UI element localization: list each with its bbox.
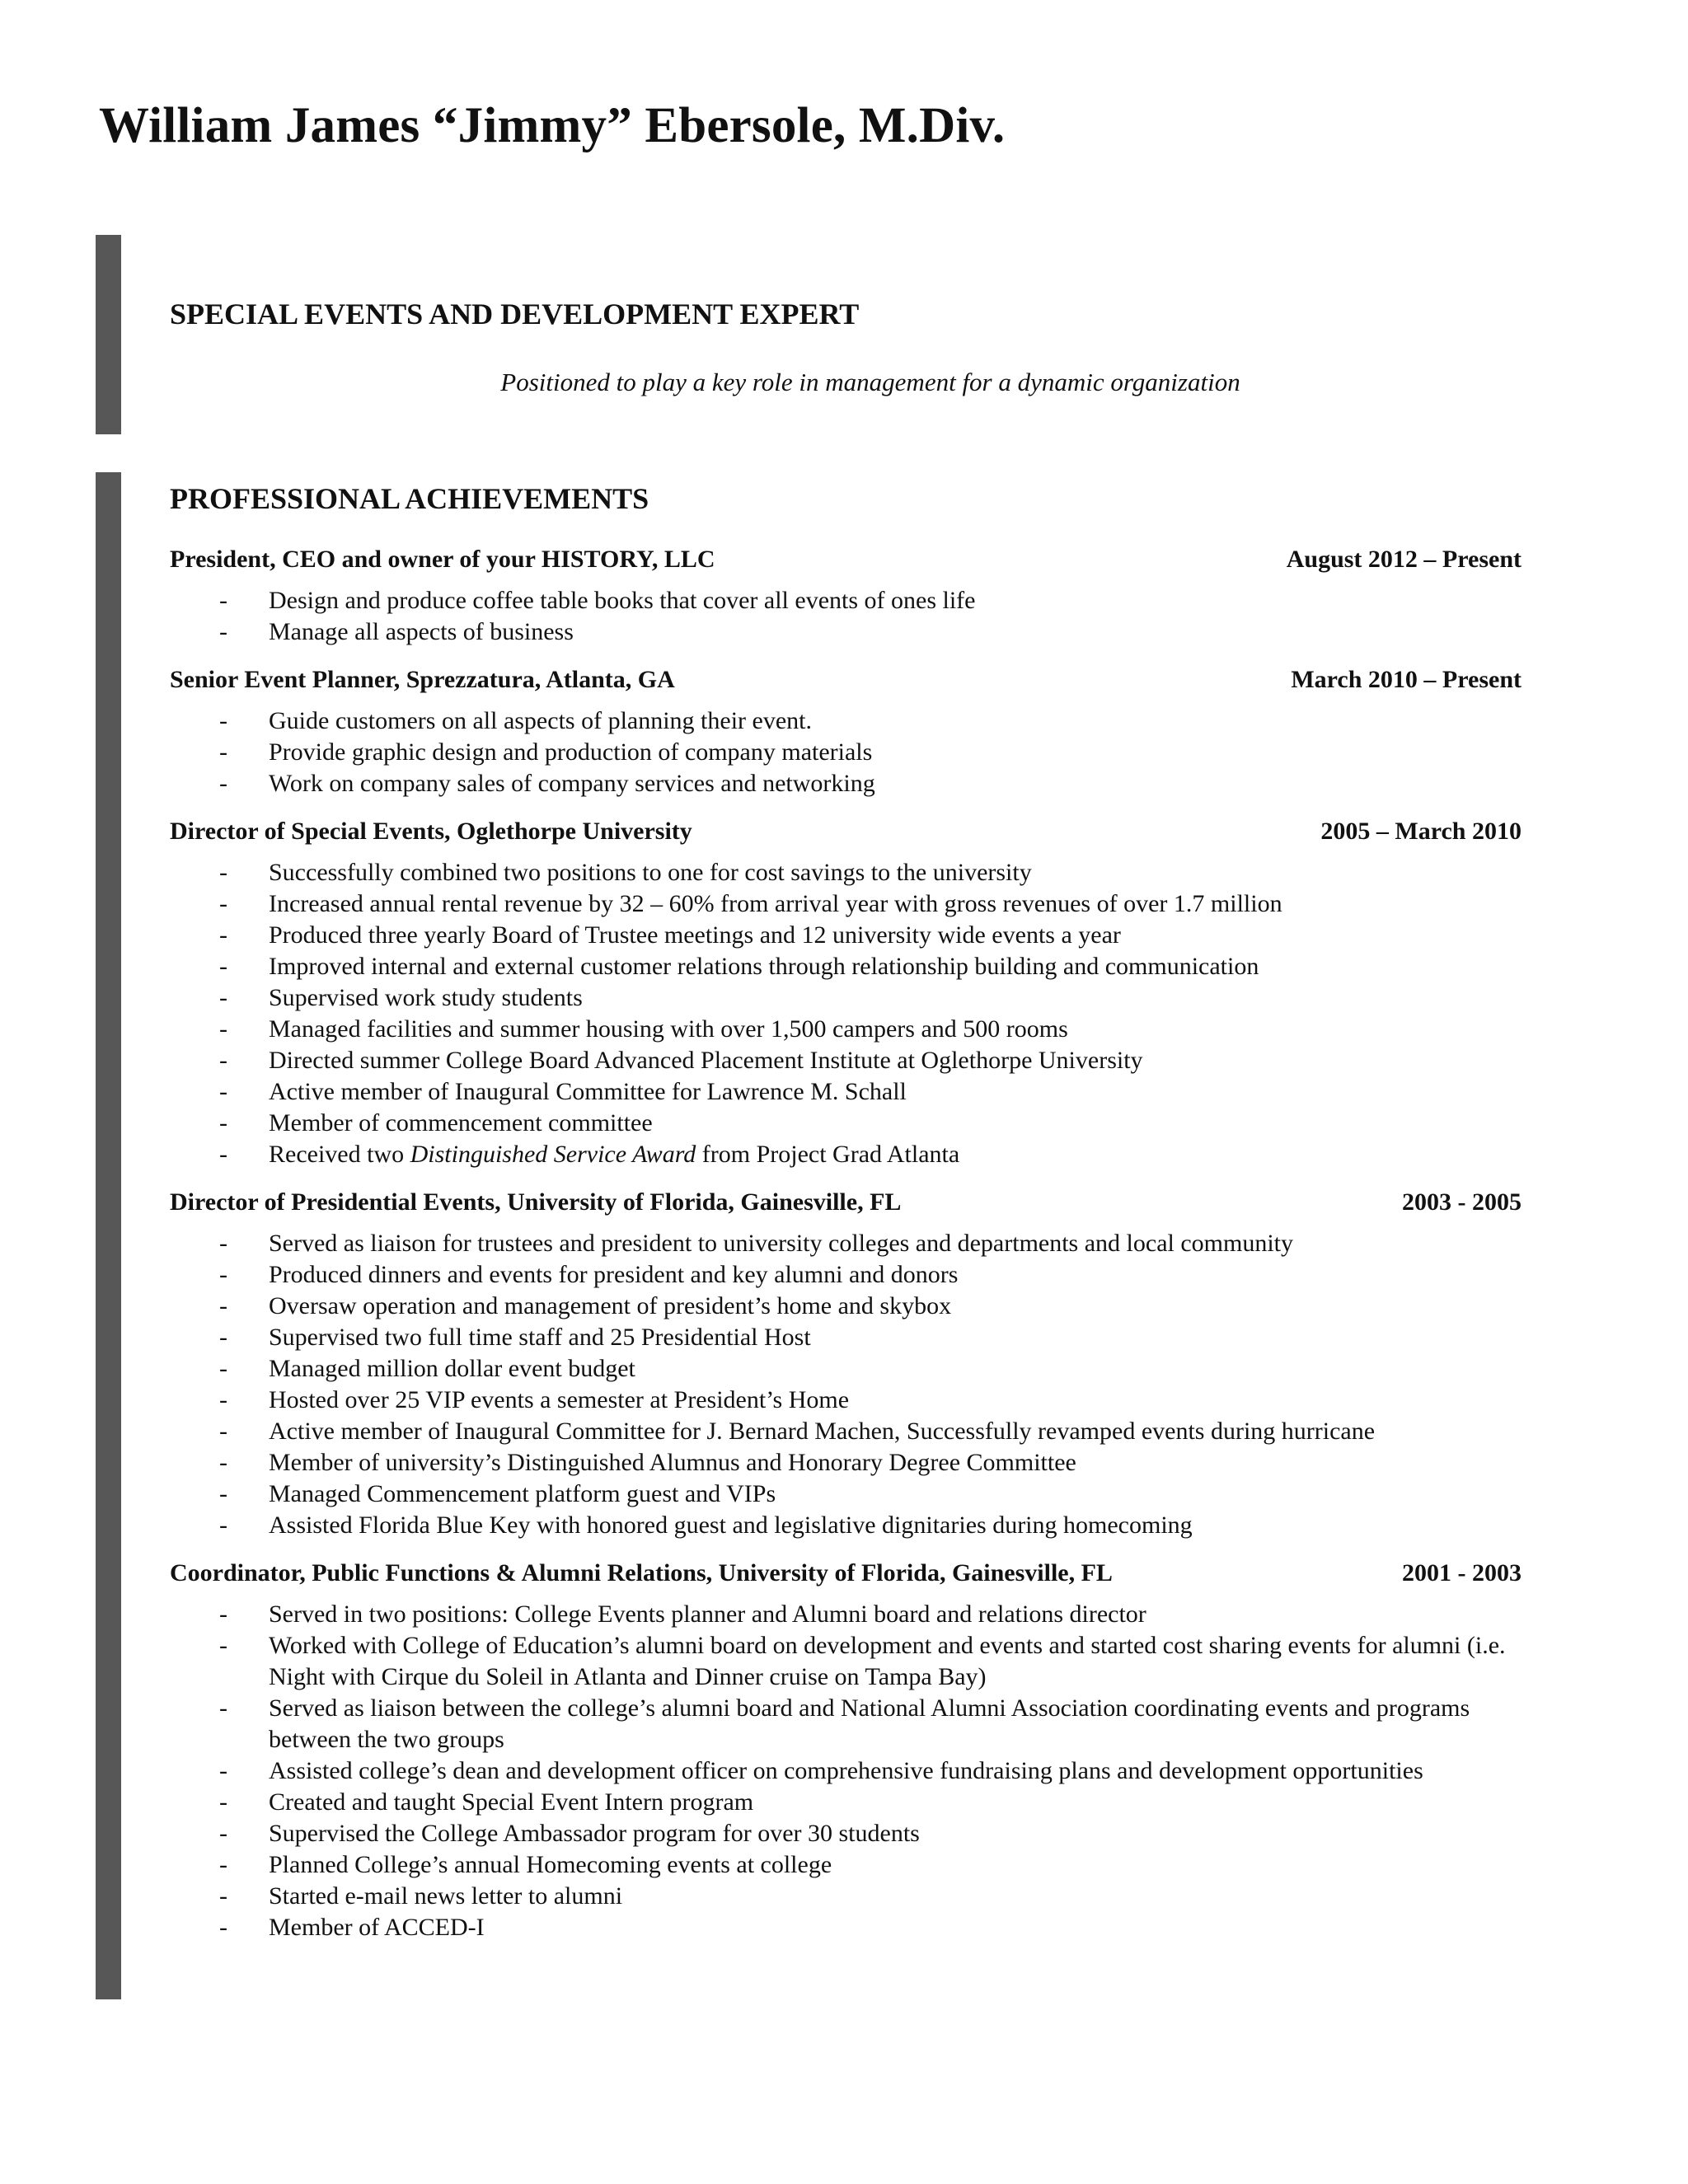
bullet-item: - Served in two positions: College Events planner and Alumni board and relations director (170, 1599, 1554, 1630)
job-bullets (170, 1599, 1554, 1943)
job-title: Senior Event Planner, Sprezzatura, Atlanta, GA (170, 666, 675, 693)
job-bullets (170, 585, 1554, 648)
bullet-marker: - (219, 1788, 227, 1816)
job-entry (170, 1558, 1554, 1943)
bullet-marker: - (219, 1261, 227, 1288)
bullet-item: - Created and taught Special Event Intern program (170, 1787, 1554, 1818)
bullet-item: - Member of university’s Distinguished Alumnus and Honorary Degree Committee (170, 1447, 1554, 1479)
bullet-item: - Increased annual rental revenue by 32 – 60% from arrival year with gross revenues of over 1.7 million (170, 888, 1554, 920)
resume-name: William James “Jimmy” Ebersole, M.Div. (99, 98, 1006, 153)
job-header (170, 1558, 1554, 1589)
bullet-item: - Supervised work study students (170, 982, 1554, 1014)
bullet-marker: - (219, 984, 227, 1011)
bullet-marker: - (219, 1694, 227, 1722)
bullet-marker: - (219, 859, 227, 886)
job-entry (170, 664, 1554, 799)
bullet-item: - Oversaw operation and management of president’s home and skybox (170, 1291, 1554, 1322)
headline: SPECIAL EVENTS AND DEVELOPMENT EXPERT (170, 298, 860, 330)
bullet-item: - Hosted over 25 VIP events a semester at President’s Home (170, 1385, 1554, 1416)
bullet-item: - Design and produce coffee table books that cover all events of ones life (170, 585, 1554, 616)
bullet-marker: - (219, 921, 227, 949)
bullet-item: - Managed facilities and summer housing with over 1,500 campers and 500 rooms (170, 1014, 1554, 1045)
bullet-item: - Provide graphic design and production of company materials (170, 737, 1554, 768)
bullet-marker: - (219, 1355, 227, 1382)
bullet-marker: - (219, 890, 227, 917)
bullet-marker: - (219, 1480, 227, 1507)
bullet-marker: - (219, 1141, 227, 1168)
bullet-marker: - (219, 1601, 227, 1628)
bullet-item: - Produced dinners and events for president and key alumni and donors (170, 1259, 1554, 1291)
job-bullets (170, 705, 1554, 799)
job-bullets (170, 857, 1554, 1170)
bullet-item: - Supervised two full time staff and 25 Presidential Host (170, 1322, 1554, 1353)
section-heading-achievements: PROFESSIONAL ACHIEVEMENTS (170, 482, 649, 515)
bullet-item: - Started e-mail news letter to alumni (170, 1881, 1554, 1912)
bullet-marker: - (219, 1078, 227, 1105)
job-dates: 2003 - 2005 (1402, 1188, 1522, 1216)
job-header (170, 544, 1554, 575)
bullet-marker: - (219, 618, 227, 645)
bullet-item: - Work on company sales of company services and networking (170, 768, 1554, 799)
job-entry (170, 816, 1554, 1170)
job-title: Coordinator, Public Functions & Alumni Relations, University of Florida, Gainesville, FL (170, 1559, 1113, 1586)
bullet-item: - Served as liaison between the college’s alumni board and National Alumni Association coordinating events and programs between the two groups (219, 1694, 1470, 1753)
job-title: President, CEO and owner of your HISTORY, LLC (170, 546, 715, 573)
bullet-item: - Member of ACCED-I (170, 1912, 1554, 1943)
job-title: Director of Special Events, Oglethorpe University (170, 818, 692, 845)
bullet-marker: - (219, 1418, 227, 1445)
tagline: Positioned to play a key role in management for a dynamic organization (500, 368, 1240, 396)
bullet-item: - Assisted Florida Blue Key with honored guest and legislative dignitaries during homecoming (170, 1510, 1554, 1541)
bullet-marker: - (219, 1851, 227, 1878)
bullet-marker: - (219, 587, 227, 614)
job-title: Director of Presidential Events, University of Florida, Gainesville, FL (170, 1188, 902, 1216)
job-dates: March 2010 – Present (1291, 666, 1522, 693)
job-dates: 2005 – March 2010 (1320, 818, 1522, 845)
bullet-item: - Assisted college’s dean and development officer on comprehensive fundraising plans and development opportunities (170, 1755, 1554, 1787)
bullet-marker: - (219, 1449, 227, 1476)
job-list (170, 544, 1554, 1960)
bullet-marker: - (219, 1757, 227, 1784)
bullet-marker: - (219, 1324, 227, 1351)
bullet-item: - Improved internal and external customer relations through relationship building and communication (170, 951, 1554, 982)
section-accent-bar (96, 235, 121, 434)
job-bullets (170, 1228, 1554, 1541)
bullet-marker: - (219, 707, 227, 734)
award-name: Distinguished Service Award (410, 1141, 696, 1168)
bullet-marker: - (219, 953, 227, 980)
job-header (170, 1187, 1554, 1218)
bullet-marker: - (219, 1386, 227, 1413)
bullet-item: - Successfully combined two positions to one for cost savings to the university (170, 857, 1554, 888)
bullet-marker: - (219, 1109, 227, 1137)
bullet-item: - Served as liaison for trustees and president to university colleges and departments and local community (170, 1228, 1554, 1259)
bullet-marker: - (219, 1914, 227, 1941)
job-entry (170, 544, 1554, 648)
bullet-marker: - (219, 1632, 227, 1659)
bullet-marker: - (219, 1820, 227, 1847)
bullet-item: - Member of commencement committee (170, 1108, 1554, 1139)
bullet-item-award: - Received two Distinguished Service Award from Project Grad Atlanta (170, 1139, 1554, 1170)
bullet-item: - Worked with College of Education’s alumni board on development and events and started cost sharing events for alumni (i.e. Night with Cirque du Soleil in Atlanta and Dinner cruise on Tampa Bay) (219, 1632, 1506, 1690)
bullet-marker: - (219, 1230, 227, 1257)
job-header (170, 816, 1554, 847)
bullet-marker: - (219, 1047, 227, 1074)
bullet-marker: - (219, 1292, 227, 1319)
bullet-item: - Active member of Inaugural Committee for J. Bernard Machen, Successfully revamped events during hurricane (170, 1416, 1554, 1447)
bullet-item: - Directed summer College Board Advanced Placement Institute at Oglethorpe University (170, 1045, 1554, 1076)
bullet-marker: - (219, 770, 227, 797)
bullet-marker: - (219, 1015, 227, 1043)
bullet-item: - Planned College’s annual Homecoming events at college (170, 1849, 1554, 1881)
job-dates: August 2012 – Present (1286, 546, 1522, 573)
bullet-item: - Active member of Inaugural Committee for Lawrence M. Schall (170, 1076, 1554, 1108)
bullet-marker: - (219, 1882, 227, 1910)
bullet-item: - Managed Commencement platform guest and VIPs (170, 1479, 1554, 1510)
bullet-item: - Managed million dollar event budget (170, 1353, 1554, 1385)
job-entry (170, 1187, 1554, 1541)
bullet-marker: - (219, 1511, 227, 1539)
bullet-marker: - (219, 738, 227, 766)
job-dates: 2001 - 2003 (1402, 1559, 1522, 1586)
bullet-item: - Produced three yearly Board of Trustee meetings and 12 university wide events a year (170, 920, 1554, 951)
section-accent-bar (96, 472, 121, 1999)
bullet-item: - Guide customers on all aspects of planning their event. (170, 705, 1554, 737)
bullet-item: - Manage all aspects of business (170, 616, 1554, 648)
bullet-item: - Supervised the College Ambassador program for over 30 students (170, 1818, 1554, 1849)
job-header (170, 664, 1554, 696)
